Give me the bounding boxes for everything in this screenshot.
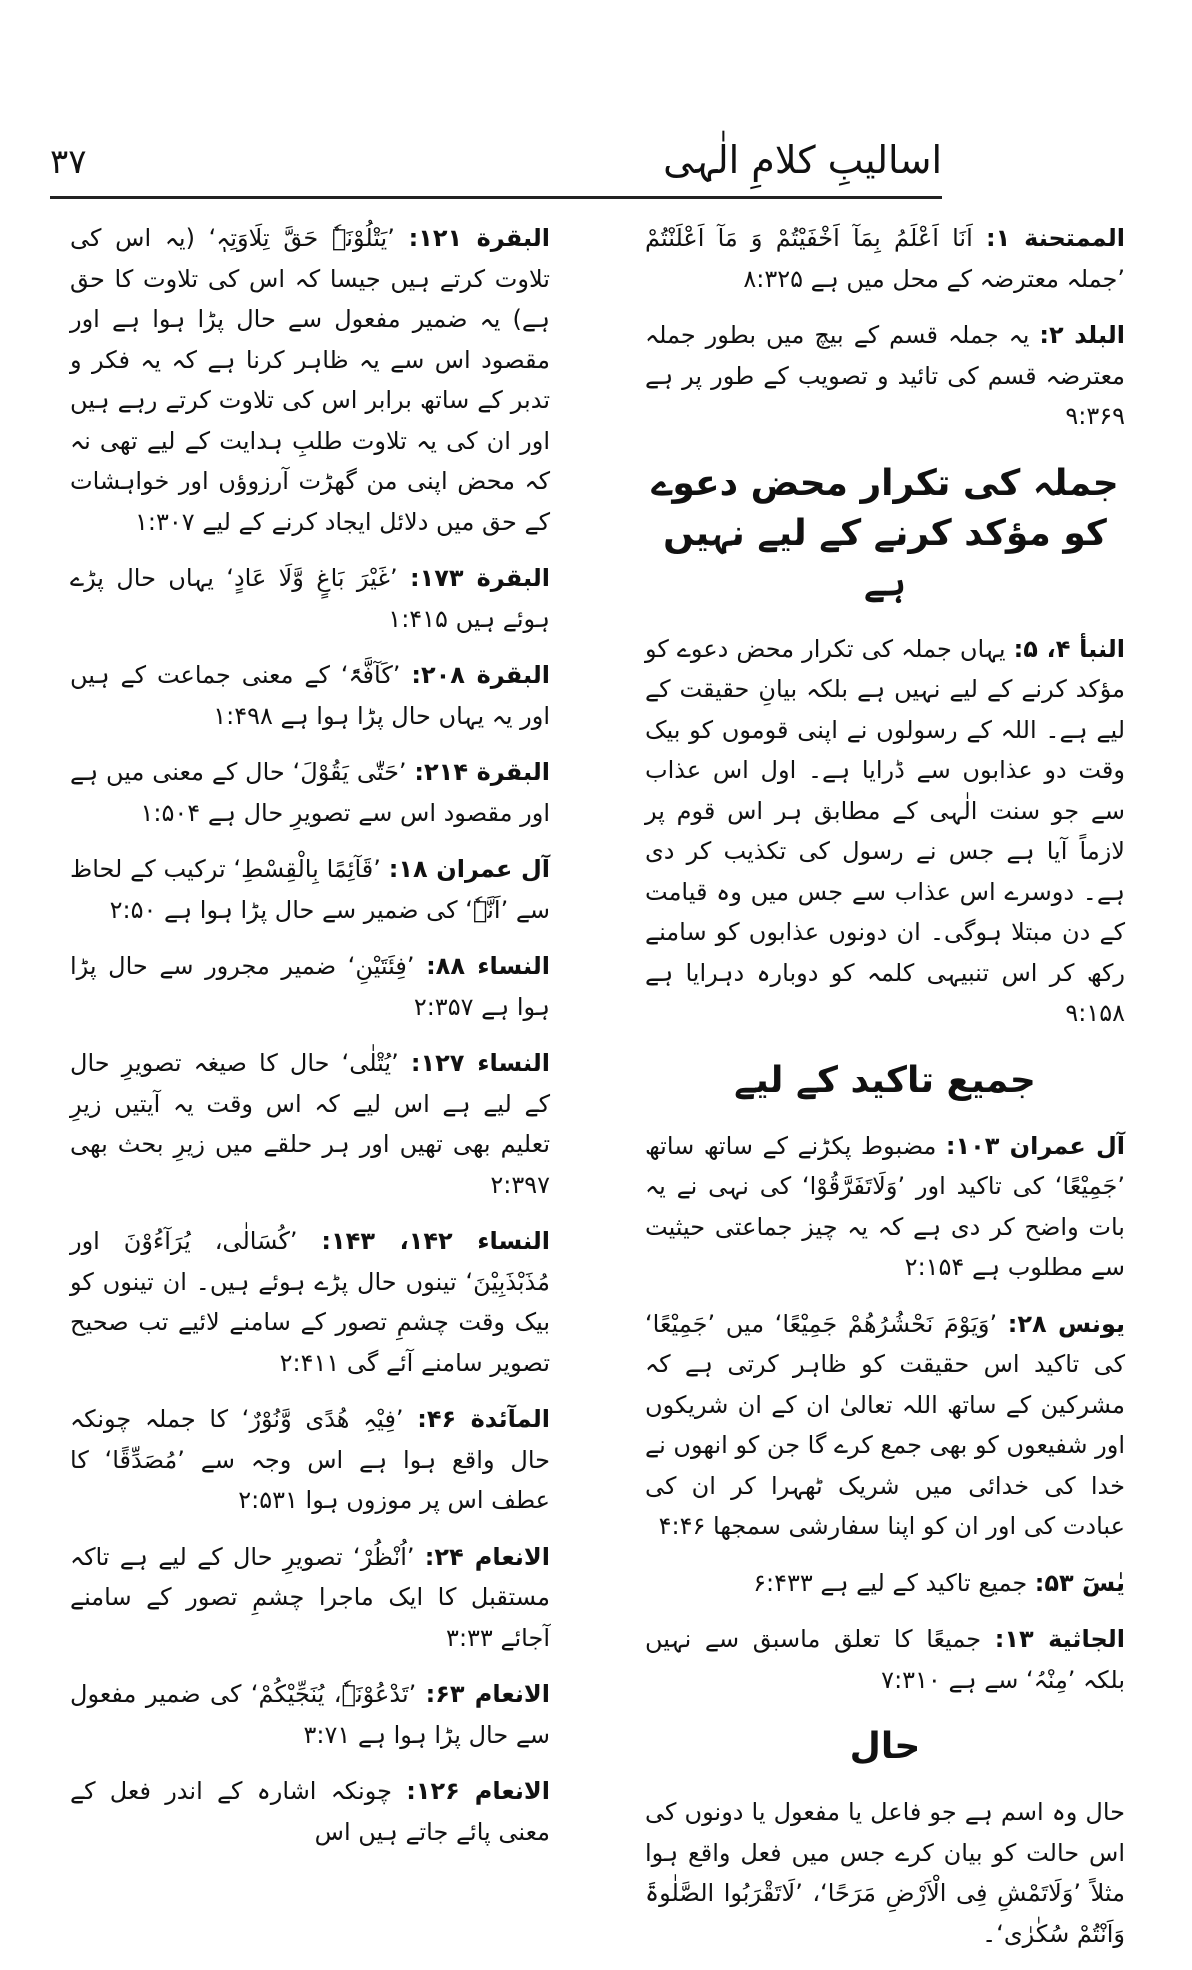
entry-reference: الانعام ۲۴: bbox=[424, 1542, 550, 1571]
entry-reference: البقرة ۱۷۳: bbox=[409, 564, 551, 592]
entry-reference: المآئدة ۴۶: bbox=[417, 1405, 550, 1433]
entry bbox=[645, 1563, 1125, 1604]
book-title: اسالیبِ کلامِ الٰہی bbox=[663, 138, 942, 182]
entry bbox=[645, 1304, 1125, 1547]
entry-reference: یٰسٓ ۵۳: bbox=[1034, 1568, 1125, 1597]
entry-text: ’یُتْلٰی‘ حال کا صیغہ تصویرِ حال کے لیے ہے اس لیے کہ اس وقت یہ آیتیں زیرِ تعلیم بھی تھیں اور ہر حلقے میں زیرِ بحث بھی ۲:۳۹۷ bbox=[70, 1049, 550, 1199]
entry bbox=[645, 218, 1125, 299]
entry bbox=[645, 629, 1125, 1034]
entry-reference: الانعام ۶۳: bbox=[425, 1680, 550, 1708]
entry bbox=[70, 1771, 550, 1852]
entry-text: ’وَیَوْمَ نَحْشُرُھُمْ جَمِیْعًا‘ میں ’جَمِیْعًا‘ کی تاکید اس حقیقت کو ظاہر کرتی ہے کہ مشرکین کے ساتھ اللہ تعالیٰ ان کے ان شریکوں اور شفیعوں کو بھی جمع کرے گا جن کو انھوں نے خدا کی خدائی میں شریک ٹھہرا کر ان کی عبادت کی اور ان کو اپنا سفارشی سمجھا ۴:۴۶ bbox=[645, 1309, 1125, 1540]
entry-reference: النبأ ۴، ۵: bbox=[1013, 634, 1125, 663]
entry bbox=[70, 946, 550, 1027]
entry bbox=[70, 752, 550, 833]
entry-text: چونکہ اشارہ کے اندر فعل کے معنی پائے جاتے ہیں اس bbox=[70, 1777, 550, 1846]
entry bbox=[645, 1126, 1125, 1288]
entry bbox=[70, 849, 550, 930]
entry bbox=[645, 1792, 1125, 1954]
entry-reference: البقرة ۲۱۴: bbox=[414, 758, 550, 786]
entry bbox=[70, 218, 550, 542]
entry bbox=[70, 1043, 550, 1205]
entry-reference: البقرة ۱۲۱: bbox=[408, 224, 551, 252]
entry-reference: الانعام ۱۲۶: bbox=[406, 1777, 550, 1805]
entry-text: ’اُنْظُرْ‘ تصویرِ حال کے لیے ہے تاکہ مستقبل کا ایک ماجرا چشمِ تصور کے سامنے آجائے ۳:۳۳ bbox=[70, 1542, 550, 1652]
entry-reference: آل عمران ۱۰۳: bbox=[945, 1131, 1125, 1160]
entry-text: یہ جملہ قسم کے بیچ میں بطور جملہ معترضہ قسم کی تائید و تصویب کے طور پر ہے ۹:۳۶۹ bbox=[645, 321, 1125, 430]
running-head bbox=[50, 138, 942, 199]
entry bbox=[70, 1537, 550, 1659]
entry-text: ’تَدْعُوْنَہٗ، یُنَجِّیْکُمْ‘ کی ضمیر مفعول سے حال پڑا ہوا ہے ۳:۷۱ bbox=[70, 1680, 550, 1749]
entry-reference: النساء ۱۴۲، ۱۴۳: bbox=[321, 1227, 550, 1255]
entry-reference: البلد ۲: bbox=[1039, 321, 1125, 349]
entry bbox=[70, 1674, 550, 1755]
entry bbox=[70, 1399, 550, 1521]
entry-text: ’یَتْلُوْنَہٗ حَقَّ تِلَاوَتِہٖ‘ (یہ اس کی تلاوت کرتے ہیں جیسا کہ اس کی تلاوت کا حق ہے) یہ ضمیر مفعول سے حال پڑا ہوا ہے اور مقصود اس سے یہ ظاہر کرنا ہے کہ یہ فکر و تدبر کے ساتھ برابر اس کی تلاوت کرتے رہے ہیں اور ان کی یہ تلاوت طلبِ ہدایت کے لیے تھی نہ کہ محض اپنی من گھڑت آرزوؤں اور خواہشات کے حق میں دلائل ایجاد کرنے کے لیے ۱:۳۰۷ bbox=[70, 224, 550, 536]
entry bbox=[645, 1619, 1125, 1700]
entry-text: ’غَیْرَ بَاغٍ وَّلَا عَادٍ‘ یہاں حال پڑے ہوئے ہیں ۱:۴۱۵ bbox=[70, 564, 550, 633]
entry-text: مضبوط پکڑنے کے ساتھ ساتھ ’جَمِیْعًا‘ کی تاکید اور ’وَلَاتَفَرَّقُوْا‘ کی نہی نے یہ بات واضح کر دی ہے کہ یہ چیز جماعتی حیثیت سے مطلوب ہے ۲:۱۵۴ bbox=[645, 1131, 1125, 1281]
entry-text: ’کُسَالٰی، یُرَآءُوْنَ اور مُذَبْذَبِیْنَ‘ تینوں حال پڑے ہوئے ہیں۔ ان تینوں کو بیک وقت چشمِ تصور کے سامنے لائیے تب صحیح تصویر سامنے آئے گی ۲:۴۱۱ bbox=[70, 1227, 550, 1377]
entry-reference: النساء ۸۸: bbox=[426, 952, 551, 980]
entry-reference: النساء ۱۲۷: bbox=[410, 1049, 551, 1077]
entry-text: ’فِئَتَیْنِ‘ ضمیر مجرور سے حال پڑا ہوا ہے ۲:۳۵۷ bbox=[70, 952, 550, 1021]
entry bbox=[70, 655, 550, 736]
entry-text: یہاں جملہ کی تکرار محض دعوے کو مؤکد کرنے کے لیے نہیں ہے بلکہ بیانِ حقیقت کے لیے ہے۔ اللہ کے رسولوں نے اپنی قوموں کو بیک وقت دو عذابوں سے ڈرایا ہے۔ اول اس عذاب سے جو سنت الٰہی کے مطابق ہر اس قوم پر لازماً آیا ہے جس نے رسول کی تکذیب کر دی ہے۔ دوسرے اس عذاب سے جس میں وہ قیامت کے دن مبتلا ہوگی۔ ان دونوں عذابوں کو سامنے رکھ کر اس تنبیہی کلمہ کو دوبارہ دہرایا ہے ۹:۱۵۸ bbox=[645, 634, 1125, 1027]
section-heading: حال bbox=[849, 1726, 921, 1767]
entry-text: حال وہ اسم ہے جو فاعل یا مفعول یا دونوں کی اس حالت کو بیان کرے جس میں فعل واقع ہوا مثلاً ’وَلَاتَمْشِ فِی الْاَرْضِ مَرَحًا‘، ’لَاتَقْرَبُوا الصَّلٰوۃَ وَاَنْتُمْ سُکٰرٰی‘۔ bbox=[645, 1798, 1125, 1948]
entry-text: ’حَتّٰی یَقُوْلَ‘ حال کے معنی میں ہے اور مقصود اس سے تصویرِ حال ہے ۱:۵۰۴ bbox=[70, 758, 550, 827]
entry-reference: الجاثیة ۱۳: bbox=[994, 1625, 1125, 1653]
section-heading: جملہ کی تکرار محض دعوے کو مؤکد کرنے کے لیے نہیں ہے bbox=[651, 462, 1119, 604]
entry-text: ’فِیْہِ ھُدًی وَّنُوْرٌ‘ کا جملہ چونکہ حال واقع ہوا ہے اس وجہ سے ’مُصَدِّقًا‘ کا عطف اس پر موزوں ہوا ۲:۵۳۱ bbox=[70, 1405, 550, 1514]
entry-reference: الممتحنة ۱: bbox=[985, 224, 1126, 252]
entry-text: جمیع تاکید کے لیے ہے ۶:۴۳۳ bbox=[753, 1568, 1035, 1597]
entry-text: اَنَا اَعْلَمُ بِمَآ اَخْفَیْتُمْ وَ مَآ اَعْلَنْتُمْ ’جملہ معترضہ کے محل میں ہے ۸:۳۲۵ bbox=[645, 224, 1125, 293]
entry-reference: یونس ۲۸: bbox=[1007, 1309, 1125, 1338]
entry-reference: آل عمران ۱۸: bbox=[388, 855, 551, 883]
section-heading: جمیع تاکید کے لیے bbox=[734, 1059, 1036, 1101]
entry-reference: البقرة ۲۰۸: bbox=[411, 661, 551, 689]
entry-text: ’قَآئِمًا بِالْقِسْطِ‘ ترکیب کے لحاظ سے ’اَنَّہٗ‘ کی ضمیر سے حال پڑا ہوا ہے ۲:۵۰ bbox=[70, 855, 550, 924]
entry-text: جمیعًا کا تعلق ماسبق سے نہیں بلکہ ’مِنْہُ‘ سے ہے ۷:۳۱۰ bbox=[645, 1625, 1125, 1694]
right-column bbox=[645, 218, 1125, 1970]
page-number: ۳۷ bbox=[50, 142, 87, 182]
entry-text: ’کَآفَّۃً‘ کے معنی جماعت کے ہیں اور یہ یہاں حال پڑا ہوا ہے ۱:۴۹۸ bbox=[70, 661, 550, 730]
entry bbox=[645, 315, 1125, 437]
entry bbox=[70, 1221, 550, 1383]
entry bbox=[70, 558, 550, 639]
left-column bbox=[70, 218, 550, 1868]
